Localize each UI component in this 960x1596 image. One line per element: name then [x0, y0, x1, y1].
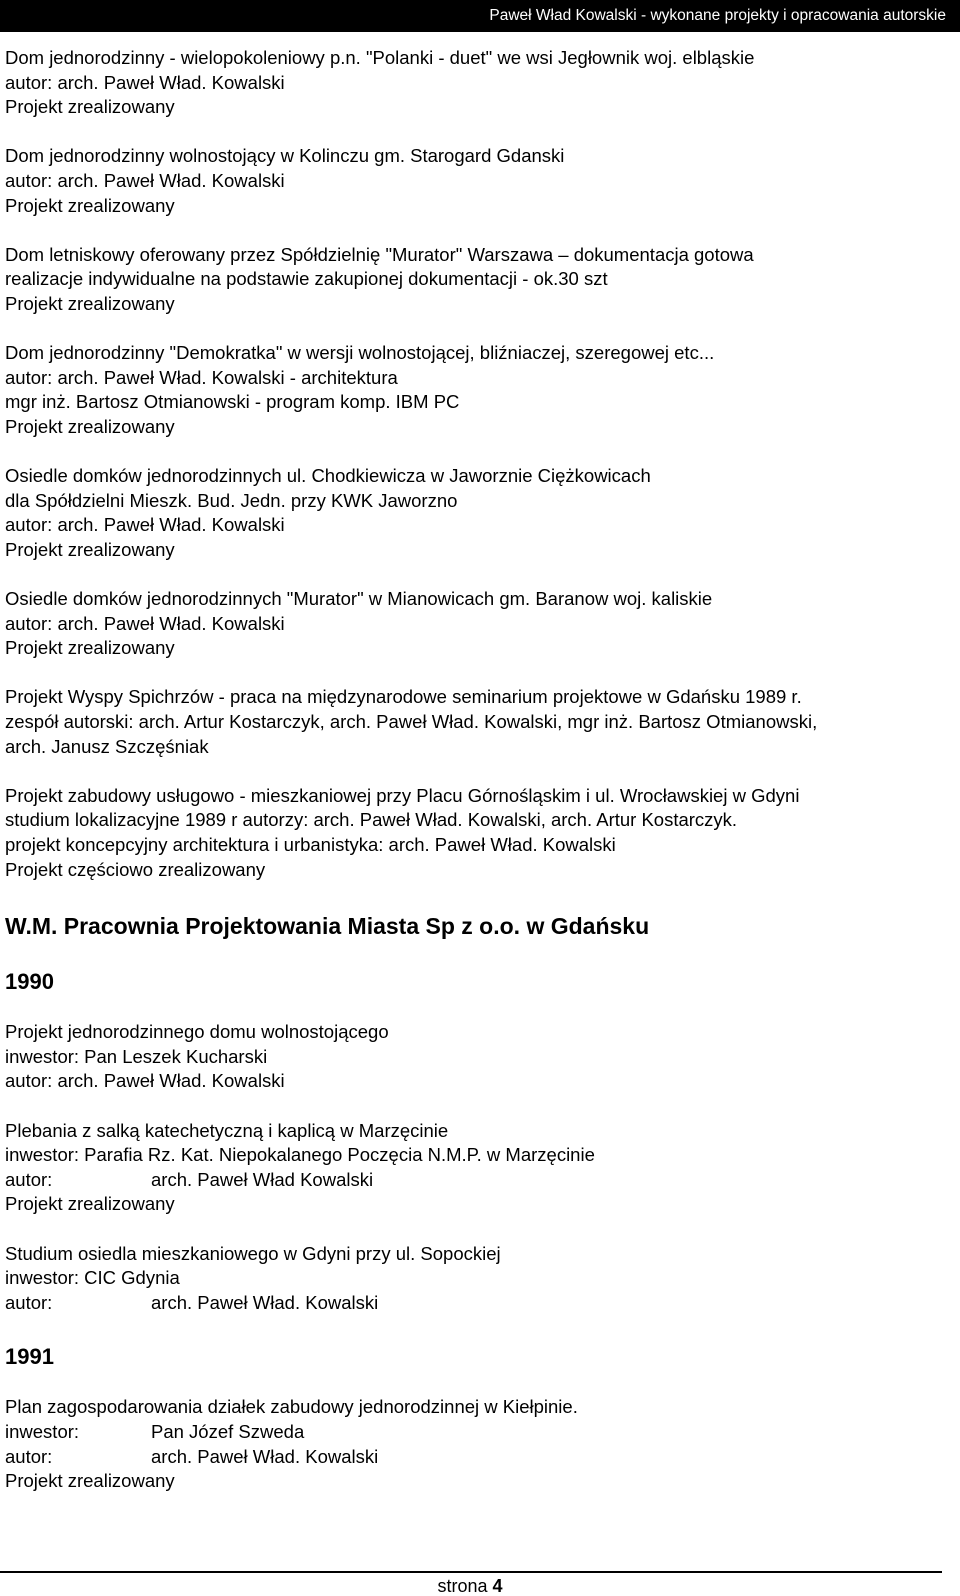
project-entry	[5, 144, 945, 218]
entry-line: autor: arch. Paweł Wład. Kowalski	[5, 71, 285, 93]
document-body	[5, 46, 945, 1518]
year-heading-1990: 1990	[5, 969, 54, 995]
author-label: autor:	[5, 1445, 53, 1467]
entry-line: zespół autorski: arch. Artur Kostarczyk, arch. Paweł Wład. Kowalski, mgr inż. Bartosz Otmianowski,	[5, 711, 818, 733]
entry-author-line	[5, 1168, 945, 1193]
entry-line: Osiedle domków jednorodzinnych ul. Chodkiewicza w Jaworznie Ciężkowicach	[5, 465, 651, 487]
entry-title: Projekt jednorodzinnego domu wolnostojącego	[5, 1021, 389, 1043]
entry-line: Projekt zrealizowany	[5, 194, 175, 216]
entry-line: Projekt Wyspy Spichrzów - praca na międzynarodowe seminarium projektowe w Gdańsku 1989 r.	[5, 686, 802, 708]
entry-line: studium lokalizacyjne 1989 r autorzy: arch. Paweł Wład. Kowalski, arch. Artur Kostarczyk.	[5, 809, 738, 831]
project-entry	[5, 587, 945, 661]
project-entry	[5, 243, 945, 317]
entry-line: autor: arch. Paweł Wład. Kowalski	[5, 169, 285, 191]
entry-line: Dom jednorodzinny wolnostojący w Kolinczu gm. Starogard Gdanski	[5, 145, 565, 167]
project-list	[5, 46, 945, 882]
entry-line: mgr inż. Bartosz Otmianowski - program komp. IBM PC	[5, 391, 460, 413]
investor-value: Pan Józef Szweda	[151, 1420, 305, 1442]
project-entry	[5, 685, 945, 759]
header-title: Paweł Wład Kowalski - wykonane projekty i opracowania autorskie	[489, 7, 946, 24]
project-entry	[5, 464, 945, 562]
entry-line: Projekt zrealizowany	[5, 292, 175, 314]
entry-investor: inwestor: Pan Leszek Kucharski	[5, 1045, 268, 1067]
entry-line: autor: arch. Paweł Wład. Kowalski - architektura	[5, 366, 398, 388]
entry-author-line	[5, 1445, 945, 1470]
entry-title: Studium osiedla mieszkaniowego w Gdyni przy ul. Sopockiej	[5, 1242, 501, 1264]
entry-line: projekt koncepcyjny architektura i urbanistyka: arch. Paweł Wład. Kowalski	[5, 834, 616, 855]
entry-line: Projekt zrealizowany	[5, 538, 175, 560]
entry-title: Plebania z salką katechetyczną i kaplicą w Marzęcinie	[5, 1119, 449, 1141]
entry-line: dla Spółdzielni Mieszk. Bud. Jedn. przy KWK Jaworzno	[5, 489, 458, 511]
page-footer	[0, 1576, 940, 1596]
entry-status: Projekt zrealizowany	[5, 1193, 175, 1215]
entry-line: Projekt zrealizowany	[5, 415, 175, 437]
entry-investor-line	[5, 1420, 945, 1445]
entry-line: autor: arch. Paweł Wład. Kowalski	[5, 612, 285, 634]
project-entry	[5, 1242, 945, 1316]
entry-line: Osiedle domków jednorodzinnych "Murator" w Mianowicach gm. Baranow woj. kaliskie	[5, 588, 713, 610]
author-label: autor:	[5, 1168, 53, 1190]
entry-line: Dom jednorodzinny - wielopokoleniowy p.n. "Polanki - duet" we wsi Jegłownik woj. elbląskie	[5, 47, 755, 68]
entry-line: Projekt częściowo zrealizowany	[5, 858, 266, 880]
entry-author: autor: arch. Paweł Wład. Kowalski	[5, 1070, 285, 1092]
page-number: 4	[492, 1576, 503, 1596]
author-label: autor:	[5, 1291, 53, 1313]
entry-line: Dom letniskowy oferowany przez Spółdzielnię "Murator" Warszawa – dokumentacja gotowa	[5, 243, 754, 265]
entry-investor: inwestor: Parafia Rz. Kat. Niepokalanego Poczęcia N.M.P. w Marzęcinie	[5, 1144, 595, 1166]
entry-line: realizacje indywidualne na podstawie zakupionej dokumentacji - ok.30 szt	[5, 268, 608, 290]
project-entry	[5, 1119, 945, 1217]
author-value: arch. Paweł Wład. Kowalski	[151, 1291, 379, 1313]
org-heading: W.M. Pracownia Projektowania Miasta Sp z o.o. w Gdańsku	[5, 913, 650, 940]
entry-line: arch. Janusz Szczęśniak	[5, 735, 209, 757]
project-entry	[5, 341, 945, 439]
year-heading-1991: 1991	[5, 1344, 54, 1370]
entry-line: autor: arch. Paweł Wład. Kowalski	[5, 514, 285, 536]
project-entry	[5, 46, 945, 120]
entry-line: Projekt zabudowy usługowo - mieszkaniowej przy Placu Górnośląskim i ul. Wrocławskiej w Gdyni	[5, 784, 800, 806]
entry-title: Plan zagospodarowania działek zabudowy jednorodzinnej w Kiełpinie.	[5, 1396, 578, 1418]
entry-investor: inwestor: CIC Gdynia	[5, 1267, 180, 1289]
footer-rule	[0, 1571, 942, 1573]
entry-line: Dom jednorodzinny "Demokratka" w wersji wolnostojącej, bliźniaczej, szeregowej etc...	[5, 342, 715, 364]
entry-status: Projekt zrealizowany	[5, 1470, 175, 1492]
page-header	[0, 0, 960, 32]
author-value: arch. Paweł Wład. Kowalski	[151, 1445, 379, 1467]
entry-line: Projekt zrealizowany	[5, 96, 175, 118]
investor-label: inwestor:	[5, 1420, 80, 1442]
project-entry	[5, 1020, 945, 1094]
entry-line: Projekt zrealizowany	[5, 637, 175, 659]
project-entry	[5, 784, 945, 882]
entry-author-line	[5, 1291, 945, 1316]
author-value: arch. Paweł Wład Kowalski	[151, 1168, 374, 1190]
project-entry	[5, 1395, 945, 1493]
footer-label: strona	[437, 1576, 488, 1596]
